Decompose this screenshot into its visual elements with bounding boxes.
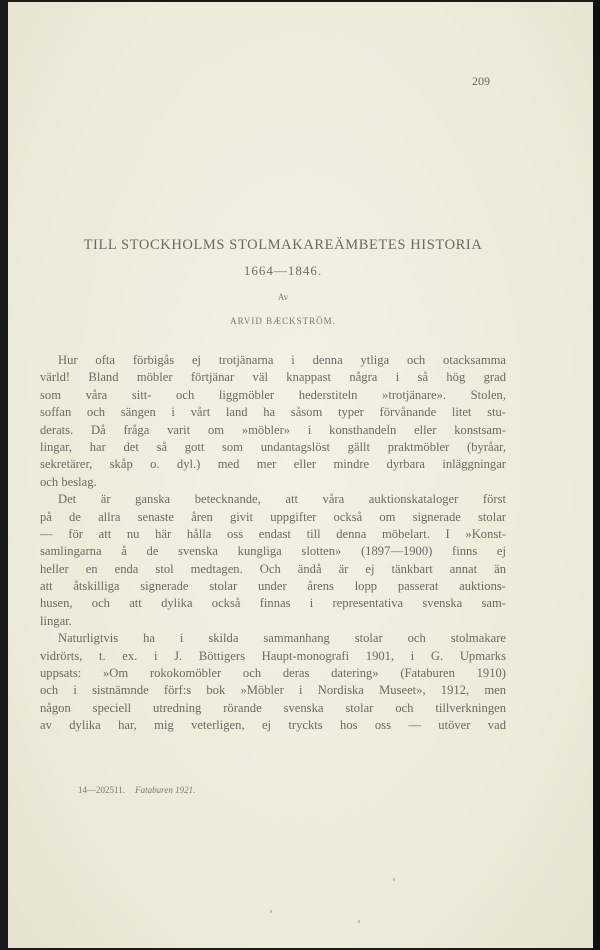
text-line: Naturligtvis ha i skilda sammanhang stolar och stolmakare <box>58 631 506 646</box>
text-line: husen, och att dylika också finnas i representativa svenska sam- <box>40 596 506 611</box>
text-line: och beslag. <box>40 474 97 489</box>
article-dates: 1664—1846. <box>243 263 323 278</box>
text-line: som våra sitt- och liggmöbler hederstiteln »trotjänare». Stolen, <box>40 387 506 402</box>
text-line: lingar, har det så gott som undantagslöst gällt praktmöbler (byråar, <box>40 439 506 454</box>
text-line: Det är ganska betecknande, att våra auktionskataloger först <box>58 492 506 507</box>
journal-reference: Fataburen 1921. <box>135 785 196 795</box>
text-line: derats. Då fråga varit om »möbler» i konsthandeln eller konstsam- <box>40 422 506 437</box>
text-line: på de allra senaste åren givit uppgifter också om signerade stolar <box>40 509 506 524</box>
page-number: 209 <box>472 74 490 88</box>
text-line: uppsats: »Om rokokomöbler och deras datering» (Fataburen 1910) <box>40 666 506 681</box>
text-line: samlingarna å de svenska kungliga slotten» (1897—1900) finns ej <box>40 544 506 559</box>
text-line: — för att nu här hålla oss endast till denna möbelart. I »Konst- <box>40 526 506 541</box>
text-line: och i sistnämnde förf:s bok »Möbler i Nordiska Museet», 1912, men <box>40 683 506 698</box>
text-line: sekretärer, skåp o. dyl.) med mer eller mindre dyrbara inläggningar <box>40 457 506 472</box>
paper-speck <box>393 878 395 881</box>
text-line: någon speciell utredning rörande svenska stolar och tillverkningen <box>40 700 506 715</box>
body-text <box>40 352 506 735</box>
paper-speck <box>270 910 272 913</box>
text-line: soffan och sängen i vårt land ha såsom typer förvånande litet stu- <box>40 405 506 420</box>
author-name: ARVID BÆCKSTRÖM. <box>230 316 336 326</box>
text-line: vidrörts, t. ex. i J. Böttigers Haupt-monografi 1901, i G. Upmarks <box>40 648 506 663</box>
article-title: TILL STOCKHOLMS STOLMAKAREÄMBETES HISTORIA <box>83 237 483 253</box>
text-line: Hur ofta förbigås ej trotjänarna i denna ytliga och otacksamma <box>58 353 506 367</box>
book-page <box>8 2 593 948</box>
text-line: av dylika har, mig veterligen, ej tryckts hos oss — utöver vad <box>40 718 506 733</box>
text-line: lingar. <box>40 613 72 628</box>
text-line: värld! Bland möbler förtjänar väl knappast några i så hög grad <box>40 370 506 385</box>
footer-signature <box>78 785 195 795</box>
scan-border <box>593 0 600 950</box>
text-line: att åtskilliga signerade stolar under årens lopp passerat auktions- <box>40 579 506 594</box>
byline-label: Av <box>277 292 289 302</box>
paper-speck <box>358 920 360 923</box>
printer-signature: 14—202511. <box>78 785 125 795</box>
text-line: heller en enda stol medtagen. Och ändå är ej tänkbart annat än <box>40 561 506 576</box>
